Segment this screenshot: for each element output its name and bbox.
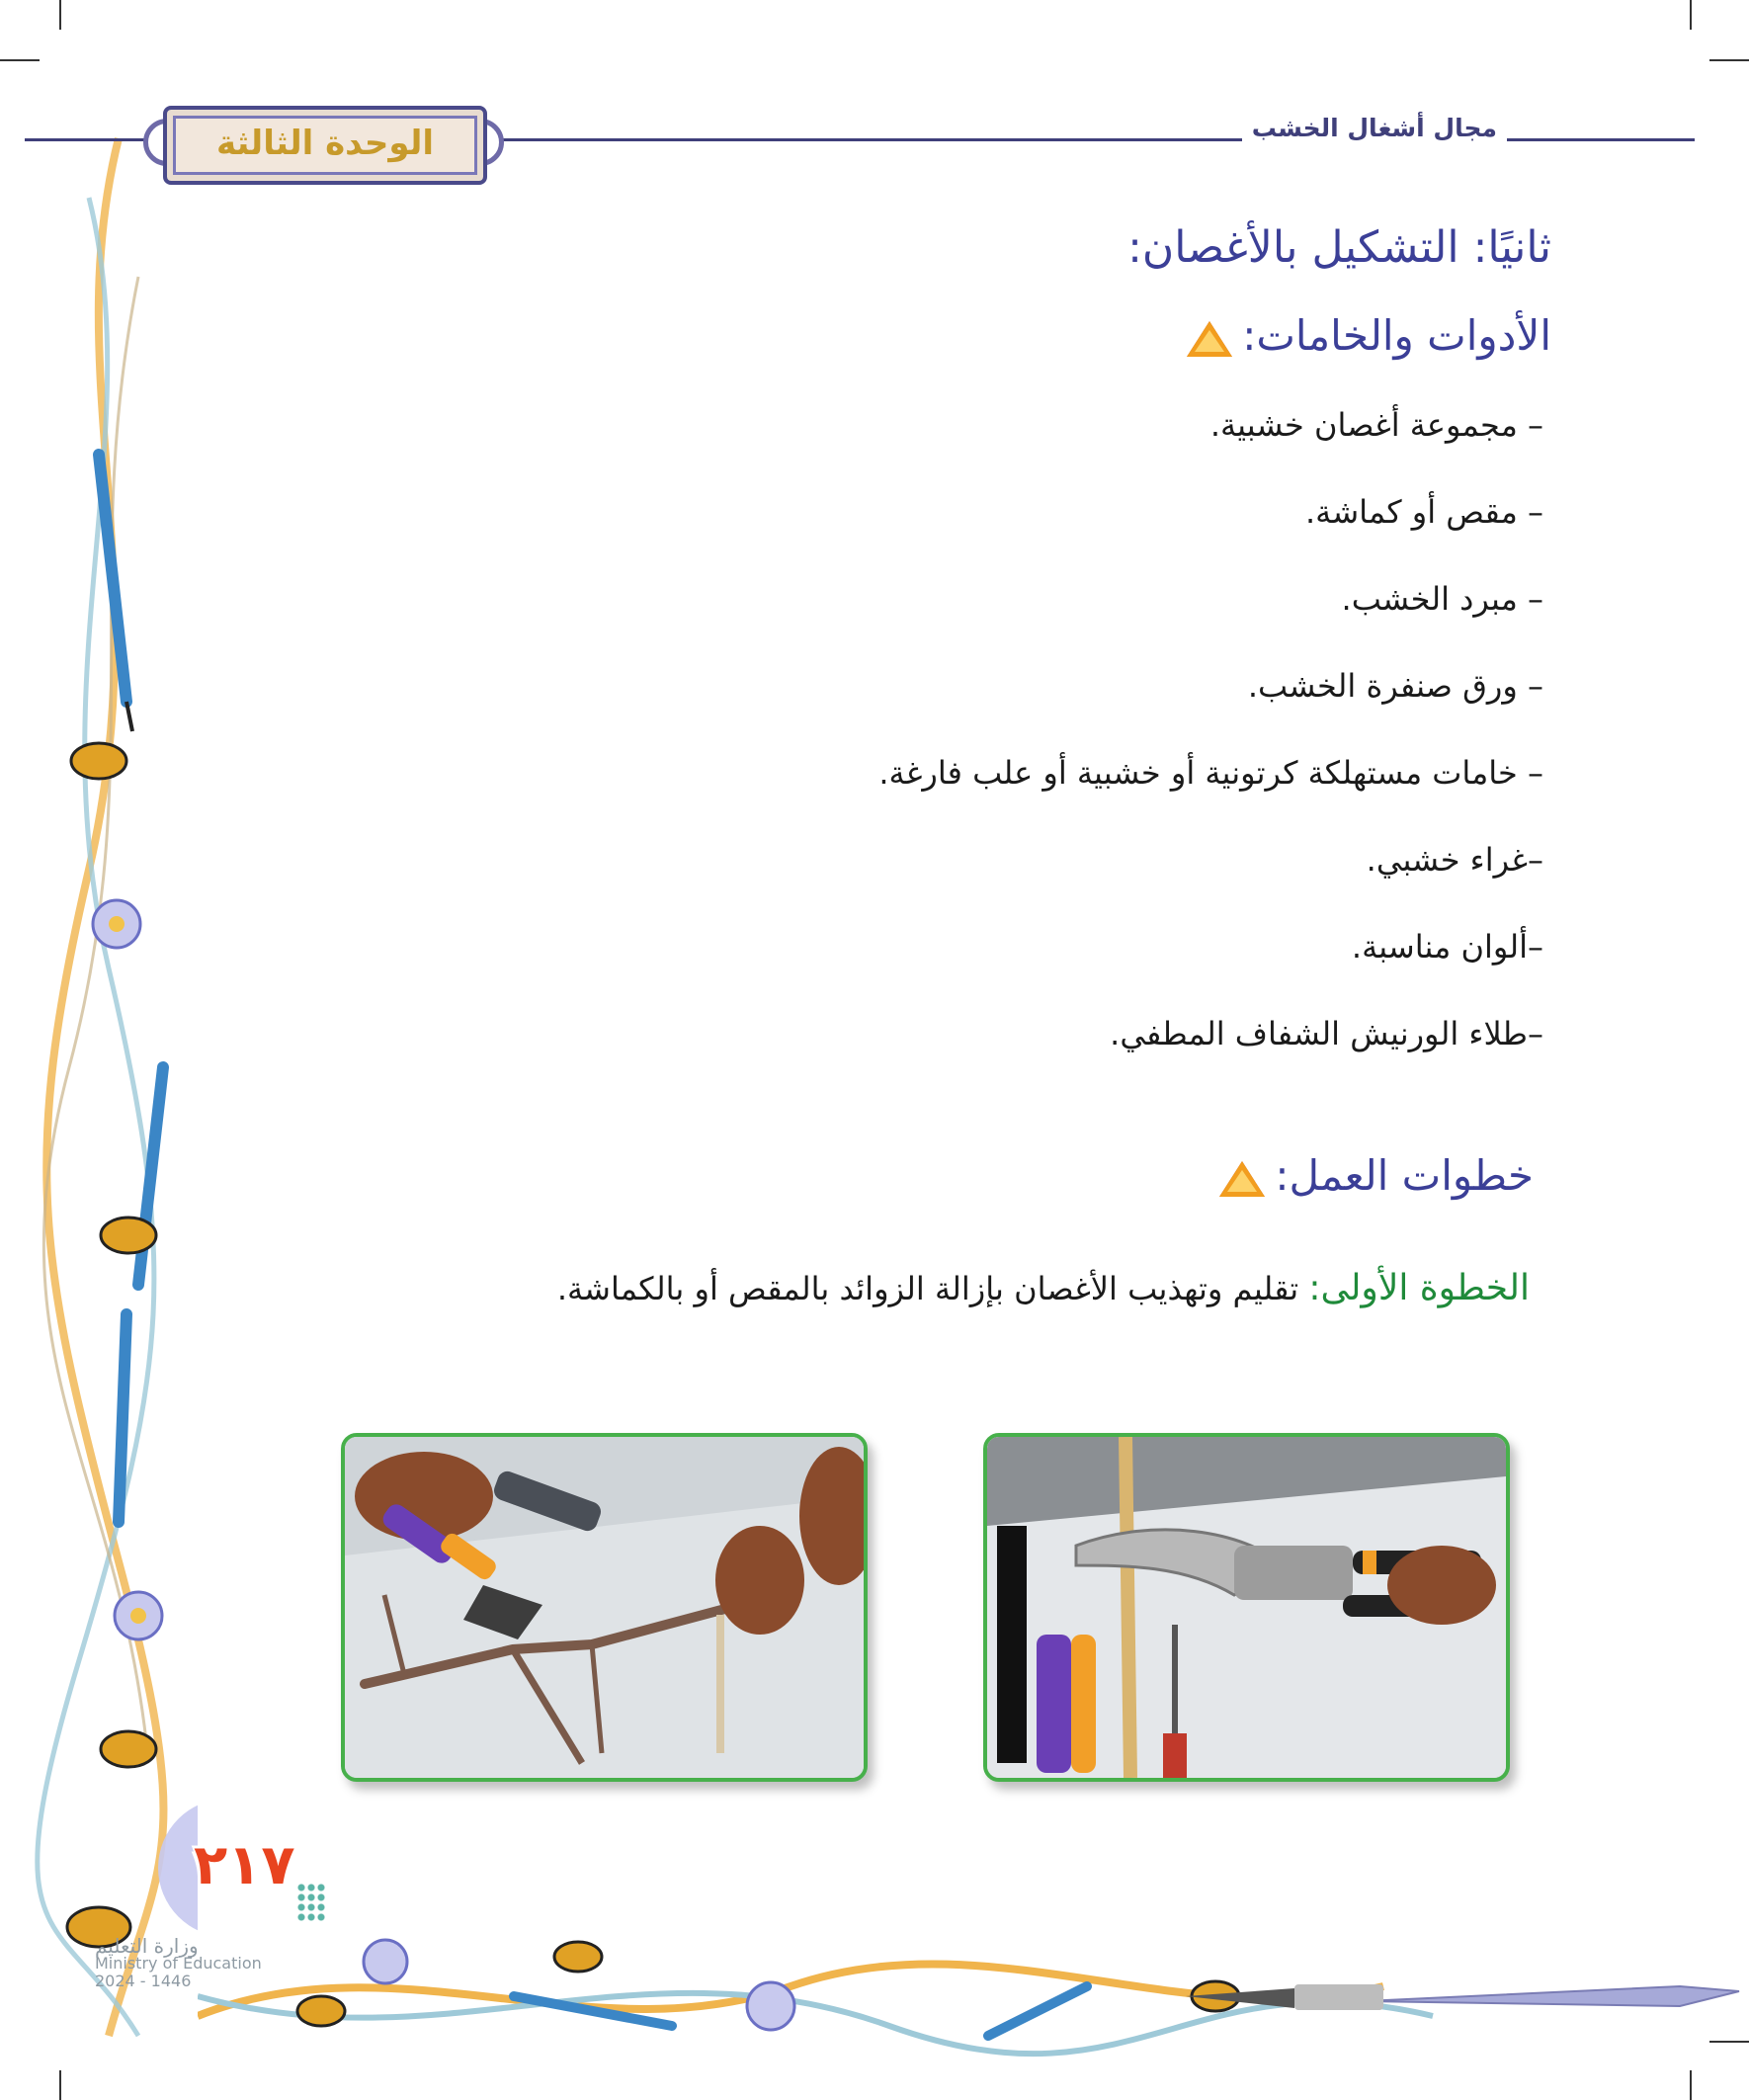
list-item: – خامات مستهلكة كرتونية أو خشبية أو علب فارغة. — [878, 754, 1543, 792]
photo-cutting-branch-pliers — [341, 1433, 868, 1782]
field-title: مجال أشغال الخشب — [1242, 114, 1507, 142]
steps-heading — [1219, 1151, 1534, 1200]
section-title: ثانيًا: التشكيل بالأغصان: — [1127, 222, 1551, 273]
list-item: –طلاء الورنيش الشفاف المطفي. — [1110, 1015, 1543, 1052]
decorative-border — [198, 1917, 1749, 2075]
list-item: – ورق صنفرة الخشب. — [1247, 667, 1543, 705]
list-item: –غراء خشبي. — [1366, 841, 1543, 879]
tools-heading-text: الأدوات والخامات: — [1242, 311, 1551, 360]
list-item: – مقص أو كماشة. — [1304, 493, 1543, 531]
crop-mark — [1690, 0, 1692, 30]
edition-year: 2024 - 1446 — [95, 1972, 192, 1990]
crop-mark — [1709, 59, 1749, 61]
tools-heading — [1187, 311, 1551, 360]
warning-triangle-icon — [1219, 1161, 1265, 1197]
unit-badge — [163, 106, 487, 185]
tools-list — [457, 400, 1543, 1096]
warning-triangle-icon — [1187, 321, 1232, 357]
header-rule — [479, 138, 1695, 141]
ministry-mark — [95, 1934, 262, 1990]
crop-mark — [0, 59, 40, 61]
page-number: ٢١٧ — [194, 1833, 295, 1897]
ministry-name-en: Ministry of Education — [95, 1954, 262, 1973]
list-item: –ألوان مناسبة. — [1351, 928, 1543, 966]
step-label: الخطوة الأولى: — [1308, 1268, 1530, 1308]
photo-illustration — [345, 1437, 864, 1778]
list-item: – مجموعة أغصان خشبية. — [1209, 406, 1543, 444]
crop-mark — [59, 2070, 61, 2100]
steps-heading-text: خطوات العمل: — [1275, 1151, 1534, 1200]
list-item: – مبرد الخشب. — [1341, 580, 1543, 618]
ministry-name-ar: وزارة التعليم — [95, 1934, 199, 1958]
unit-label: الوحدة الثالثة — [215, 124, 435, 163]
crop-mark — [59, 0, 61, 30]
decorative-border — [0, 79, 198, 2056]
ministry-logo-icon — [296, 1883, 326, 1922]
step-1 — [557, 1268, 1530, 1308]
photo-illustration — [987, 1437, 1506, 1778]
photo-cutting-branch-shears — [983, 1433, 1510, 1782]
step-text: تقليم وتهذيب الأغصان بإزالة الزوائد بالمقص أو بالكماشة. — [556, 1270, 1309, 1307]
header-rule — [25, 138, 163, 141]
